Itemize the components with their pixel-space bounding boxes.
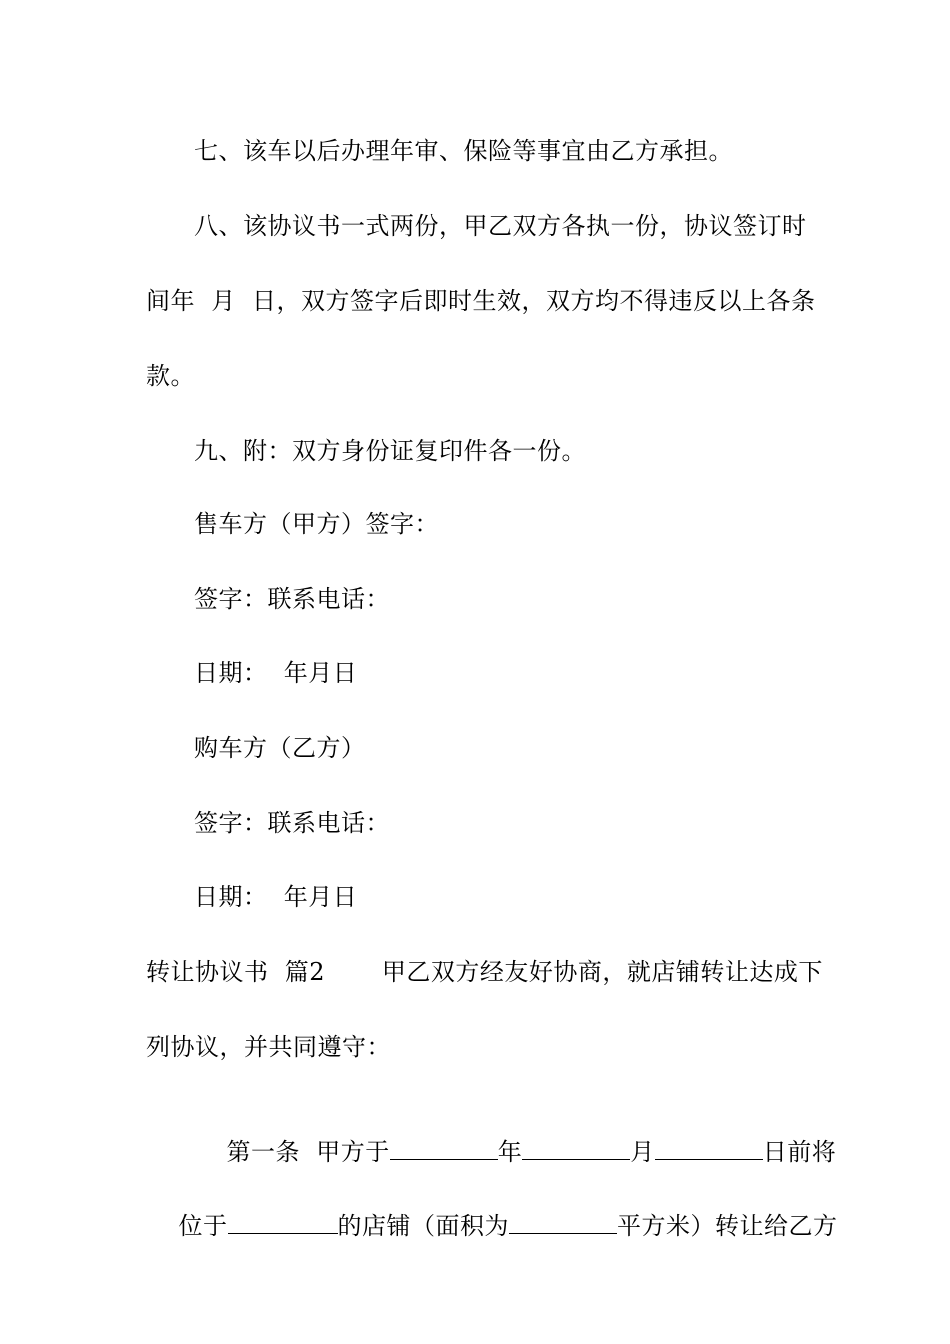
month-blank — [522, 1137, 630, 1160]
buyer-date-label: 日期： 年月日 — [194, 883, 358, 911]
article-1-line-2 — [146, 1181, 838, 1271]
article-1-text-d: 日前将 — [762, 1138, 837, 1166]
buyer-contact-label: 签字：联系电话： — [194, 809, 390, 837]
location-blank — [228, 1211, 338, 1234]
article-1-text-b: 年 — [497, 1138, 523, 1166]
article-1-text-a: 第一条 甲方于 — [226, 1138, 390, 1166]
article-1-text-e: 位于 — [178, 1212, 228, 1240]
year-blank — [390, 1137, 498, 1160]
seller-signature-label: 售车方（甲方）签字： — [194, 510, 439, 538]
section-2-intro-line: 列协议，并共同遵守： — [146, 1033, 391, 1061]
area-blank — [509, 1211, 617, 1234]
clause-9: 九、附：双方身份证复印件各一份。 — [194, 437, 586, 465]
clause-8-line-3: 款。 — [146, 362, 195, 390]
section-2-heading-line: 转让协议书 篇2 甲乙双方经友好协商，就店铺转让达成下 — [146, 958, 823, 986]
article-1-text-c: 月 — [630, 1138, 655, 1166]
clause-7: 七、该车以后办理年审、保险等事宜由乙方承担。 — [194, 137, 733, 165]
article-1-text-g: 平方米）转让给乙方 — [617, 1212, 838, 1240]
seller-date-label: 日期： 年月日 — [194, 659, 358, 687]
clause-8-line-2: 间年 月 日，双方签字后即时生效，双方均不得违反以上各条 — [146, 287, 816, 315]
day-blank — [655, 1137, 763, 1160]
article-1-text-f: 的店铺（面积为 — [337, 1212, 510, 1240]
seller-contact-label: 签字：联系电话： — [194, 585, 390, 613]
clause-8-line-1: 八、该协议书一式两份，甲乙双方各执一份，协议签订时 — [194, 212, 807, 240]
buyer-label: 购车方（乙方） — [194, 734, 366, 762]
